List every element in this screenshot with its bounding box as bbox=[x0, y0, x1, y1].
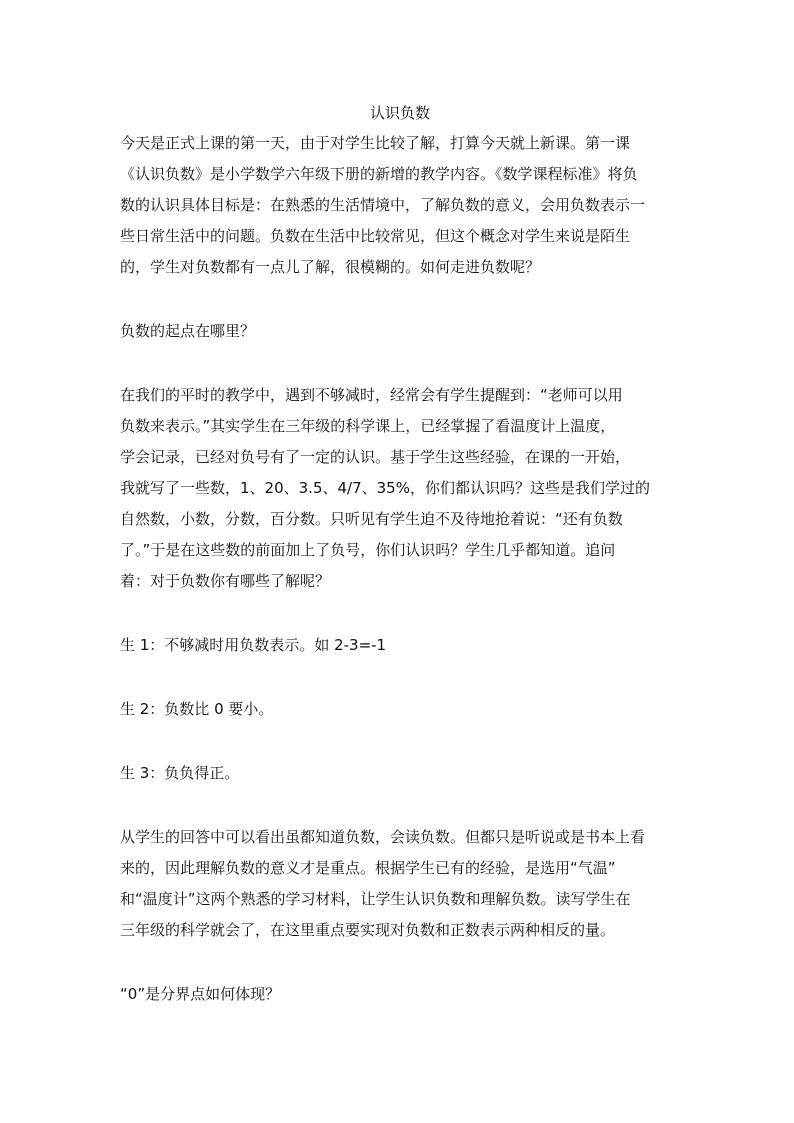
text-line: 自然数，小数，分数，百分数。只听见有学生迫不及待地抢着说：“还有负数 bbox=[120, 510, 623, 528]
text-line: 负数的起点在哪里？ bbox=[120, 322, 256, 340]
text-line: 来的，因此理解负数的意义才是重点。根据学生已有的经验，是选用“气温” bbox=[120, 859, 616, 877]
text-line: 《认识负数》是小学数学六年级下册的新增的教学内容。《数学课程标准》将负 bbox=[120, 165, 638, 183]
text-line: 生 1：不够减时用负数表示。如 2-3=-1 bbox=[120, 636, 387, 654]
text-line: 数的认识具体目标是：在熟悉的生活情境中，了解负数的意义，会用负数表示一 bbox=[120, 196, 646, 214]
text-line: 学会记录，已经对负号有了一定的认识。基于学生这些经验，在课的一开始， bbox=[120, 448, 631, 466]
text-line: 些日常生活中的问题。负数在生活中比较常见，但这个概念对学生来说是陌生 bbox=[120, 227, 631, 245]
paragraph bbox=[120, 979, 680, 1010]
paragraph bbox=[120, 694, 680, 725]
text-line: 今天是正式上课的第一天，由于对学生比较了解，打算今天就上新课。第一课 bbox=[120, 134, 631, 152]
document-page bbox=[120, 100, 680, 1043]
text-line: 着：对于负数你有哪些了解呢？ bbox=[120, 572, 331, 590]
text-line: 负数来表示。”其实学生在三年级的科学课上，已经掌握了看温度计上温度， bbox=[120, 417, 616, 435]
document-title: 认识负数 bbox=[369, 104, 430, 122]
text-line: 了。”于是在这些数的前面加上了负号，你们认识吗？学生几乎都知道。追问 bbox=[120, 541, 616, 559]
text-line: 三年级的科学就会了，在这里重点要实现对负数和正数表示两种相反的量。 bbox=[120, 921, 616, 939]
text-line: 我就写了一些数，1、20、3.5、4/7、35%，你们都认识吗？这些是我们学过的 bbox=[120, 479, 650, 497]
paragraph bbox=[120, 822, 680, 946]
text-line: “0”是分界点如何体现？ bbox=[120, 985, 281, 1003]
text-line: 生 3：负负得正。 bbox=[120, 764, 240, 782]
document-body bbox=[120, 128, 680, 1010]
text-line: 在我们的平时的教学中，遇到不够减时，经常会有学生提醒到：“老师可以用 bbox=[120, 386, 623, 404]
text-line: 生 2：负数比 0 要小。 bbox=[120, 700, 274, 718]
text-line: 和“温度计”这两个熟悉的学习材料，让学生认识负数和理解负数。读写学生在 bbox=[120, 890, 631, 908]
paragraph bbox=[120, 758, 680, 789]
text-line: 的，学生对负数都有一点儿了解，很模糊的。如何走进负数呢？ bbox=[120, 258, 541, 276]
paragraph bbox=[120, 380, 680, 597]
paragraph bbox=[120, 316, 680, 347]
paragraph bbox=[120, 128, 680, 283]
paragraph bbox=[120, 630, 680, 661]
text-line: 从学生的回答中可以看出虽都知道负数，会读负数。但都只是听说或是书本上看 bbox=[120, 828, 646, 846]
